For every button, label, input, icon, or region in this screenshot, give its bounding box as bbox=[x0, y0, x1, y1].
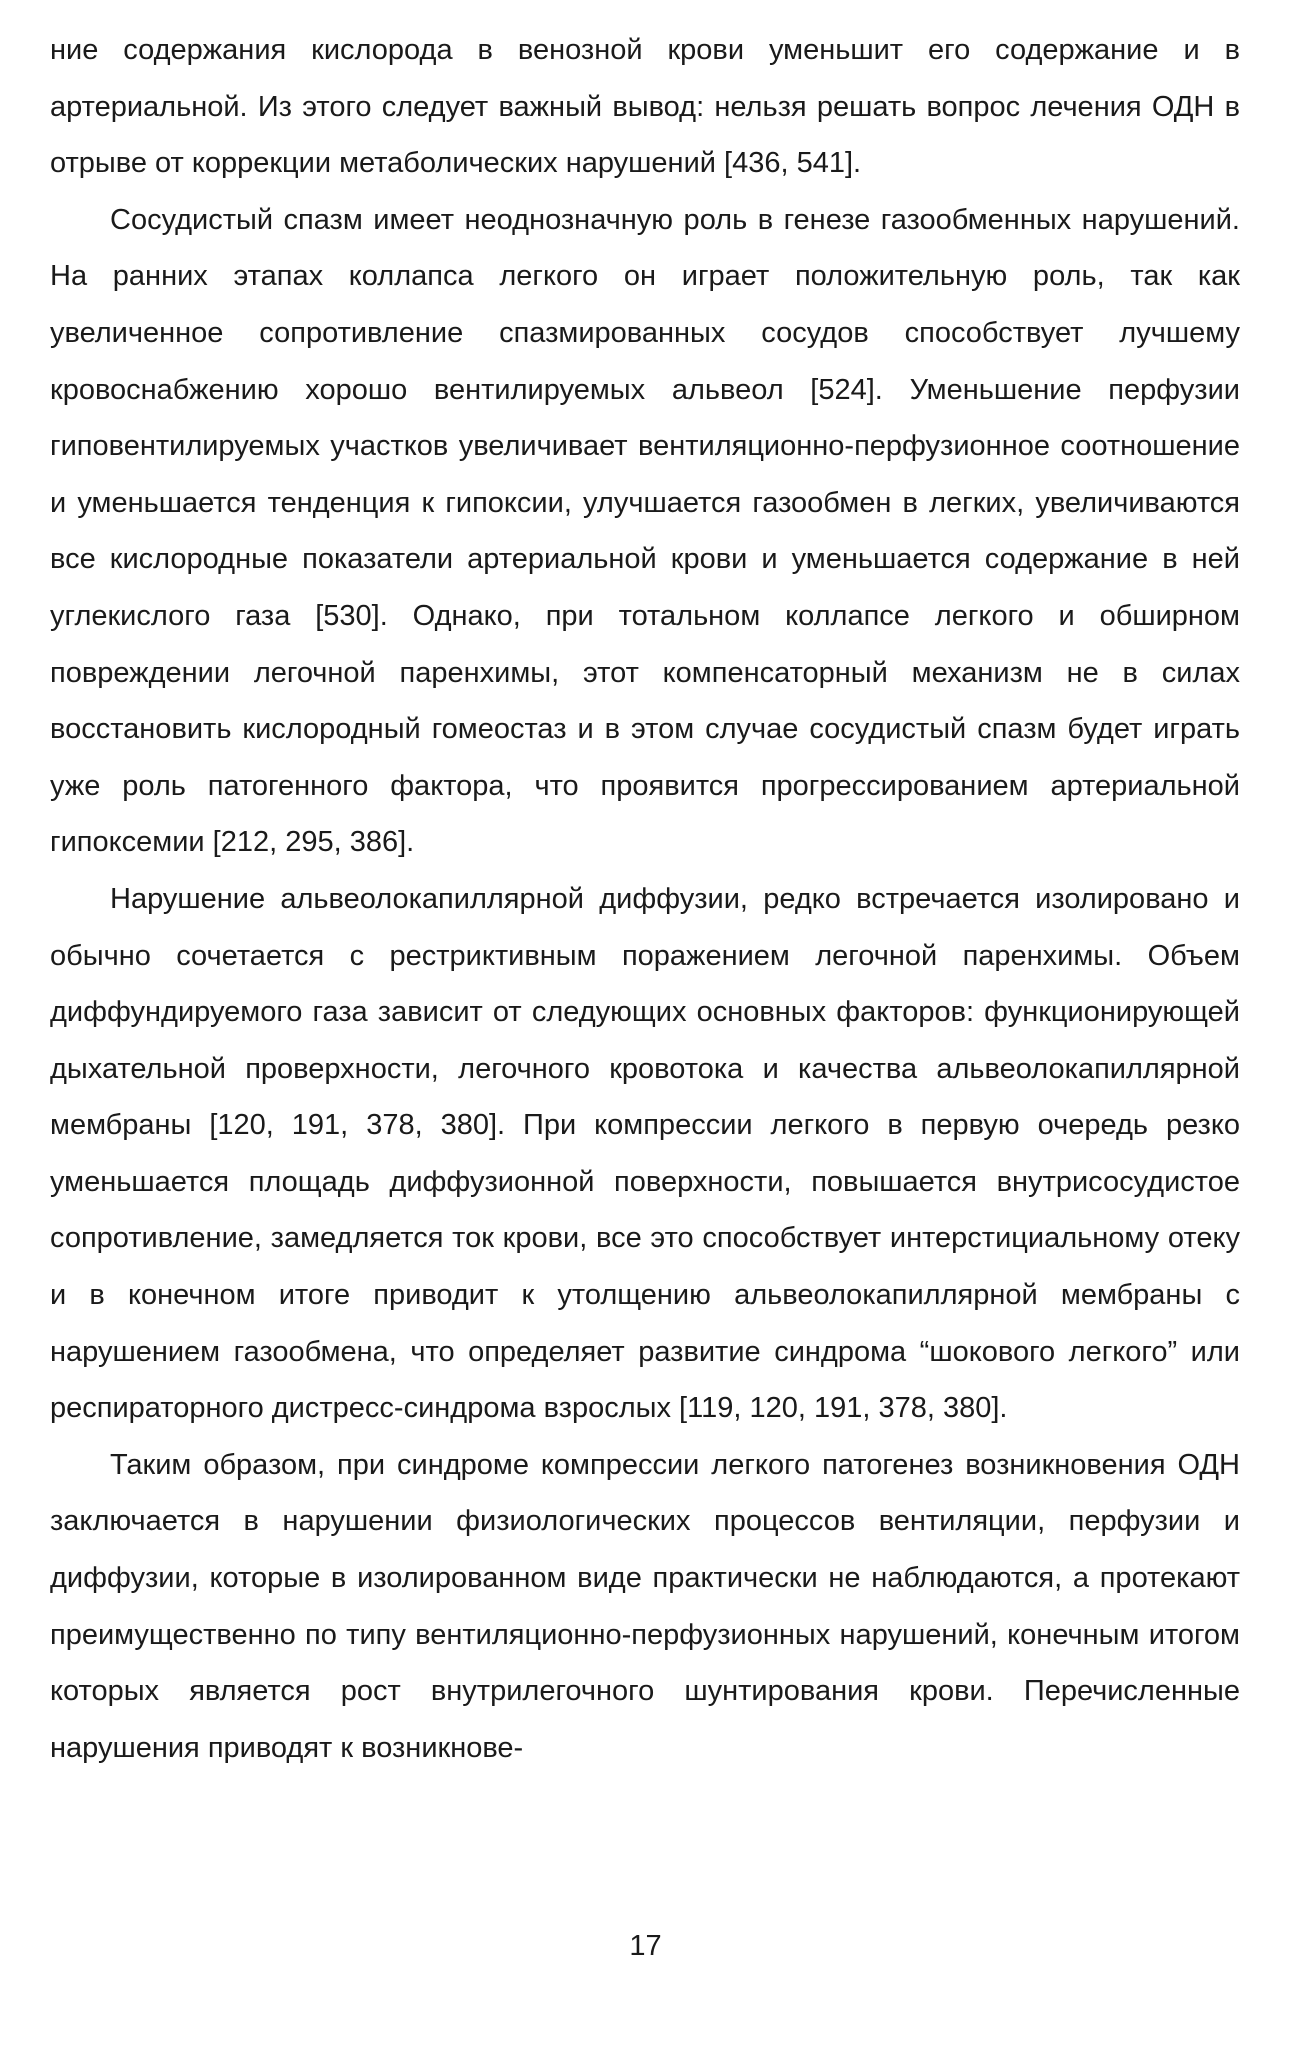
paragraph-2: Сосудистый спазм имеет неоднозначную роль в генезе газообменных нарушений. На ранних этапах коллапса легкого он играет положительную роль, так как увеличенное сопротивление спазмированных сосудов способствует лучшему кровоснабжению хорошо вентилируемых альвеол [524]. Уменьшение перфузии гиповентилируемых участков увеличивает вентиляционно-перфузионное соотношение и уменьшается тенденция к гипоксии, улучшается газообмен в легких, увеличиваются все кислородные показатели артериальной крови и уменьшается содержание в ней углекислого газа [530]. Однако, при тотальном коллапсе легкого и обширном повреждении легочной паренхимы, этот компенсаторный механизм не в силах восстановить кислородный гомеостаз и в этом случае сосудистый спазм будет играть уже роль патогенного фактора, что проявится прогрессированием артериальной гипоксемии [212, 295, 386]. bbox=[50, 203, 1240, 859]
page-number: 17 bbox=[629, 1930, 662, 1962]
paragraph-1: ние содержания кислорода в венозной крови уменьшит его содержание и в артериальной. Из этого следует важный вывод: нельзя решать вопрос лечения ОДН в отрыве от коррекции метаболических нарушений [436, 541]. bbox=[50, 34, 1240, 180]
paragraph-4: Таким образом, при синдроме компрессии легкого патогенез возникновения ОДН заключается в нарушении физиологических процессов вентиляции, перфузии и диффузии, которые в изолированном виде практически не наблюдаются, а протекают преимущественно по типу вентиляционно-перфузионных нарушений, конечным итогом которых является рост внутрилегочного шунтирования крови. Перечисленные нарушения приводят к возникнове- bbox=[50, 1448, 1240, 1764]
paragraph-3: Нарушение альвеолокапиллярной диффузии, редко встречается изолировано и обычно сочетается с рестриктивным поражением легочной паренхимы. Объем диффундируемого газа зависит от следующих основных факторов: функционирующей дыхательной проверхности, легочного кровотока и качества альвеолокапиллярной мембраны [120, 191, 378, 380]. При компрессии легкого в первую очередь резко уменьшается площадь диффузионной поверхности, повышается внутрисосудистое сопротивление, замедляется ток крови, все это способствует интерстициальному отеку и в конечном итоге приводит к утолщению альвеолокапиллярной мембраны с нарушением газообмена, что определяет развитие синдрома “шокового легкого” или респираторного дистресс-синдрома взрослых [119, 120, 191, 378, 380]. bbox=[50, 882, 1240, 1425]
body-text bbox=[50, 22, 1240, 1776]
